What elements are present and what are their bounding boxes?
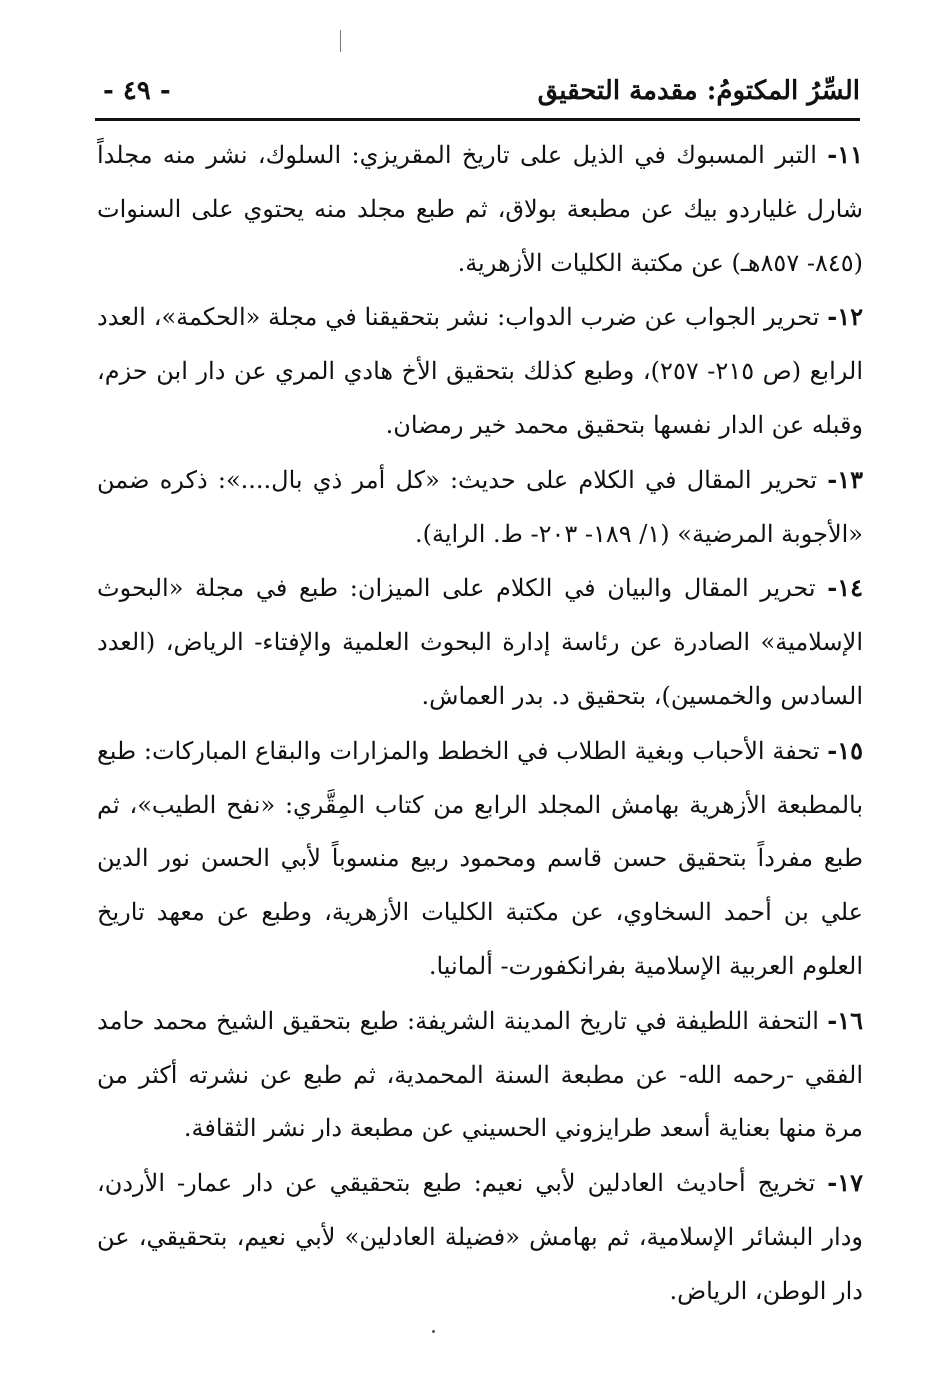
entry-number: ١٢- <box>827 302 863 332</box>
entry-number: ١٣- <box>827 464 863 494</box>
entry-13 <box>97 453 863 562</box>
entry-text: تخريج أحاديث العادلين لأبي نعيم: طبع بتحقيقي عن دار عمار- الأردن، ودار البشائر الإسلامية، ثم بهامش «فضيلة العادلين» لأبي نعيم، بتحقيقي، عن دار الوطن، الرياض. <box>97 1169 863 1305</box>
entry-number: ١٥- <box>827 735 863 765</box>
scan-mark <box>340 30 341 52</box>
entry-15 <box>97 724 863 994</box>
entry-text: التحفة اللطيفة في تاريخ المدينة الشريفة: طبع بتحقيق الشيخ محمد حامد الفقي -رحمه الله- عن مطبعة السنة المحمدية، ثم طبع عن نشرته أكثر من مرة منها بعناية أسعد طرايزوني الحسيني عن مطبعة دار نشر الثقافة. <box>97 1006 863 1143</box>
entry-16 <box>97 994 863 1156</box>
entry-text: تحرير المقال في الكلام على حديث: «كل أمر ذي بال....»: ذكره ضمن «الأجوبة المرضية» (١/ ١٨٩- ٢٠٣- ط. الراية). <box>97 465 863 548</box>
page-body <box>97 128 863 1319</box>
entry-text: التبر المسبوك في الذيل على تاريخ المقريزي: السلوك، نشر منه مجلداً شارل غلياردو بيك عن مطبعة بولاق، ثم طبع مجلد منه يحتوي على السنوات (٨٤٥- ٨٥٧هـ) عن مكتبة الكليات الأزهرية. <box>97 141 863 277</box>
entry-14 <box>97 561 863 723</box>
entry-text: تحرير الجواب عن ضرب الدواب: نشر بتحقيقنا في مجلة «الحكمة»، العدد الرابع (ص ٢١٥- ٢٥٧)، وطبع كذلك بتحقيق الأخ هادي المري عن دار ابن حزم، وقبله عن الدار نفسها بتحقيق محمد خير رمضان. <box>97 303 863 439</box>
scan-speck <box>432 1330 435 1333</box>
page-header <box>95 72 860 116</box>
entry-text: تحفة الأحباب وبغية الطلاب في الخطط والمزارات والبقاع المباركات: طبع بالمطبعة الأزهرية بهامش المجلد الرابع من كتاب المِقَّري: «نفح الطيب»، ثم طبع مفرداً بتحقيق حسن قاسم ومحمود ربيع منسوباً لأبي الحسن نور الدين علي بن أحمد السخاوي، عن مكتبة الكليات الأزهرية، وطبع عن معهد تاريخ العلوم العربية الإسلامية بفرانكفورت- ألمانيا. <box>97 736 863 980</box>
entry-number: ١٤- <box>827 573 863 603</box>
entry-12 <box>97 290 863 452</box>
page-number: - ٤٩ - <box>103 76 171 106</box>
running-title: السِّرُ المكتومُ: مقدمة التحقيق <box>537 76 860 106</box>
entry-text: تحرير المقال والبيان في الكلام على الميزان: طبع في مجلة «البحوث الإسلامية» الصادرة عن رئاسة إدارة البحوث العلمية والإفتاء- الرياض، (العدد السادس والخمسين)، بتحقيق د. بدر العماش. <box>97 574 863 710</box>
entry-11 <box>97 128 863 290</box>
header-divider <box>95 118 860 121</box>
entry-number: ١٦- <box>827 1005 863 1035</box>
entry-17 <box>97 1156 863 1318</box>
entry-number: ١٧- <box>827 1168 863 1198</box>
entry-number: ١١- <box>827 140 863 169</box>
